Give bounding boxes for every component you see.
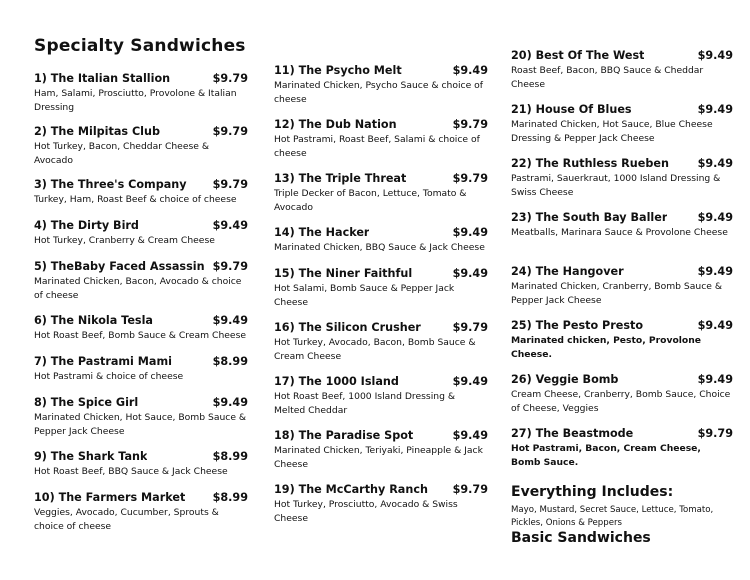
menu-item <box>274 482 488 525</box>
menu-item-name: 23) The South Bay Baller <box>511 211 668 224</box>
menu-item-description: Veggies, Avocado, Cucumber, Sprouts & choice of cheese <box>34 507 219 532</box>
menu-item-header <box>274 63 488 78</box>
menu-item-header <box>511 318 733 333</box>
menu-item-header <box>511 264 733 279</box>
menu-item-name: 13) The Triple Threat <box>274 172 407 185</box>
menu-item-name: 10) The Farmers Market <box>34 491 186 504</box>
menu-item-header <box>274 171 488 186</box>
menu-item-description: Hot Salami, Bomb Sauce & Pepper Jack Cheese <box>274 283 455 308</box>
menu-item-header <box>274 428 488 443</box>
menu-item-description: Marinated chicken, Pesto, Provolone Cheese. <box>511 335 702 360</box>
menu-item-name: 4) The Dirty Bird <box>34 219 139 232</box>
menu-item-name: 18) The Paradise Spot <box>274 429 414 442</box>
menu-item-header <box>511 372 733 387</box>
menu-item-name: 12) The Dub Nation <box>274 118 397 131</box>
menu-item-price: $8.99 <box>212 491 248 504</box>
menu-item <box>274 320 488 363</box>
menu-item <box>34 177 248 207</box>
menu-item-price: $9.49 <box>697 319 733 332</box>
menu-item-price: $9.49 <box>452 429 488 442</box>
menu-item-price: $9.79 <box>212 125 248 138</box>
menu-item-name: 25) The Pesto Presto <box>511 319 644 332</box>
menu-item <box>511 372 733 415</box>
menu-item-header <box>274 482 488 497</box>
menu-item-description: Hot Pastrami, Bacon, Cream Cheese, Bomb Sauce. <box>511 443 701 468</box>
menu-item-price: $9.79 <box>452 321 488 334</box>
menu-item <box>511 318 733 361</box>
menu-item-price: $9.49 <box>697 373 733 386</box>
menu-item-price: $9.79 <box>212 260 248 273</box>
menu-item <box>274 225 488 255</box>
menu-item <box>34 449 248 479</box>
menu-item-name: 6) The Nikola Tesla <box>34 314 153 327</box>
menu-item <box>34 71 248 114</box>
menu-item-price: $9.79 <box>697 427 733 440</box>
menu-item-name: 9) The Shark Tank <box>34 450 148 463</box>
menu-item-price: $9.49 <box>452 375 488 388</box>
menu-item-header <box>34 71 248 86</box>
menu-item-description: Triple Decker of Bacon, Lettuce, Tomato & Avocado <box>274 188 467 213</box>
menu-item-price: $9.49 <box>212 396 248 409</box>
menu-item <box>274 428 488 471</box>
menu-item <box>511 48 733 91</box>
menu-item-header <box>34 313 248 328</box>
menu-item-header <box>511 48 733 63</box>
menu-item-name: 7) The Pastrami Mami <box>34 355 172 368</box>
menu-item-price: $9.49 <box>452 64 488 77</box>
menu-item-name: 3) The Three's Company <box>34 178 187 191</box>
menu-item <box>34 313 248 343</box>
menu-item-name: 17) The 1000 Island <box>274 375 399 388</box>
menu-item-price: $9.49 <box>452 267 488 280</box>
menu-item-description: Roast Beef, Bacon, BBQ Sauce & Cheddar Cheese <box>511 65 704 90</box>
menu-item-header <box>274 320 488 335</box>
menu-item <box>34 259 248 302</box>
menu-item-header <box>34 177 248 192</box>
menu-item-name: 1) The Italian Stallion <box>34 72 171 85</box>
menu-item-description: Marinated Chicken, Hot Sauce, Blue Cheese Dressing & Pepper Jack Cheese <box>511 119 713 144</box>
menu-item-name: 8) The Spice Girl <box>34 396 139 409</box>
menu-item-header <box>34 259 248 274</box>
menu-item <box>274 171 488 214</box>
menu-item <box>34 354 248 384</box>
menu-item-name: 20) Best Of The West <box>511 49 645 62</box>
menu-item-description: Turkey, Ham, Roast Beef & choice of cheese <box>34 194 237 205</box>
menu-item <box>34 395 248 438</box>
menu-item-description: Hot Turkey, Cranberry & Cream Cheese <box>34 235 215 246</box>
includes-text: Mayo, Mustard, Secret Sauce, Lettuce, Tomato, Pickles, Onions & Peppers <box>511 505 714 528</box>
basic-sandwiches-heading: Basic Sandwiches <box>511 530 651 546</box>
menu-item-description: Marinated Chicken, Psycho Sauce & choice of cheese <box>274 80 484 105</box>
menu-item-price: $9.49 <box>697 157 733 170</box>
menu-item-price: $9.79 <box>212 72 248 85</box>
menu-item-price: $9.49 <box>697 265 733 278</box>
menu-item <box>34 490 248 533</box>
menu-item <box>34 124 248 167</box>
menu-item-description: Cream Cheese, Cranberry, Bomb Sauce, Choice of Cheese, Veggies <box>511 389 731 414</box>
menu-item-description: Hot Roast Beef, 1000 Island Dressing & Melted Cheddar <box>274 391 455 416</box>
menu-item-name: 21) House Of Blues <box>511 103 632 116</box>
menu-item-description: Hot Pastrami & choice of cheese <box>34 371 184 382</box>
menu-item-price: $9.79 <box>452 118 488 131</box>
menu-item-price: $9.79 <box>452 483 488 496</box>
includes-heading: Everything Includes: <box>511 484 674 500</box>
menu-item-price: $9.49 <box>212 219 248 232</box>
menu-item-header <box>274 225 488 240</box>
menu-item-description: Hot Roast Beef, Bomb Sauce & Cream Cheese <box>34 330 247 341</box>
menu-item-header <box>34 354 248 369</box>
menu-item-name: 16) The Silicon Crusher <box>274 321 421 334</box>
menu-item <box>511 264 733 307</box>
menu-item-header <box>274 266 488 281</box>
menu-item-header <box>34 218 248 233</box>
menu-item-name: 24) The Hangover <box>511 265 624 278</box>
menu-item-header <box>511 102 733 117</box>
menu-item-name: 15) The Niner Faithful <box>274 267 413 280</box>
menu-item-name: 5) TheBaby Faced Assassin <box>34 260 205 273</box>
menu-item <box>274 374 488 417</box>
menu-item <box>511 426 733 469</box>
menu-item-header <box>34 395 248 410</box>
menu-item <box>511 210 733 240</box>
menu-item-price: $9.79 <box>452 172 488 185</box>
menu-item <box>511 102 733 145</box>
menu-item-price: $9.49 <box>697 103 733 116</box>
menu-item-price: $8.99 <box>212 450 248 463</box>
menu-item <box>274 63 488 106</box>
menu-item-description: Marinated Chicken, BBQ Sauce & Jack Cheese <box>274 242 485 253</box>
menu-item-description: Hot Turkey, Bacon, Cheddar Cheese & Avocado <box>34 141 210 166</box>
menu-item-description: Hot Turkey, Avocado, Bacon, Bomb Sauce & Cream Cheese <box>274 337 476 362</box>
menu-item-name: 11) The Psycho Melt <box>274 64 402 77</box>
menu-item-description: Marinated Chicken, Hot Sauce, Bomb Sauce & Pepper Jack Cheese <box>34 412 247 437</box>
page-title: Specialty Sandwiches <box>34 36 246 56</box>
menu-item-description: Pastrami, Sauerkraut, 1000 Island Dressing & Swiss Cheese <box>511 173 721 198</box>
menu-item-description: Ham, Salami, Prosciutto, Provolone & Italian Dressing <box>34 88 237 113</box>
menu-item-name: 22) The Ruthless Rueben <box>511 157 669 170</box>
menu-item-price: $9.79 <box>212 178 248 191</box>
menu-item-name: 2) The Milpitas Club <box>34 125 160 138</box>
menu-item <box>274 117 488 160</box>
menu-item <box>511 156 733 199</box>
menu-item-price: $9.49 <box>452 226 488 239</box>
menu-item-header <box>274 374 488 389</box>
menu-item-name: 26) Veggie Bomb <box>511 373 619 386</box>
menu-item-header <box>34 124 248 139</box>
menu-item-header <box>274 117 488 132</box>
menu-item-description: Marinated Chicken, Teriyaki, Pineapple & Jack Cheese <box>274 445 483 470</box>
menu-item-price: $8.99 <box>212 355 248 368</box>
menu-item-price: $9.49 <box>697 211 733 224</box>
menu-item-description: Hot Turkey, Prosciutto, Avocado & Swiss Cheese <box>274 499 458 524</box>
menu-item-name: 14) The Hacker <box>274 226 370 239</box>
menu-item-header <box>511 210 733 225</box>
menu-item-name: 19) The McCarthy Ranch <box>274 483 428 496</box>
menu-item-price: $9.49 <box>212 314 248 327</box>
menu-item-name: 27) The Beastmode <box>511 427 634 440</box>
menu-item-header <box>511 426 733 441</box>
menu-item-description: Marinated Chicken, Cranberry, Bomb Sauce & Pepper Jack Cheese <box>511 281 722 306</box>
menu-item-description: Hot Roast Beef, BBQ Sauce & Jack Cheese <box>34 466 228 477</box>
menu-item-description: Marinated Chicken, Bacon, Avocado & choice of cheese <box>34 276 242 301</box>
menu-item-description: Meatballs, Marinara Sauce & Provolone Cheese <box>511 227 728 238</box>
menu-item-price: $9.49 <box>697 49 733 62</box>
menu-item-description: Hot Pastrami, Roast Beef, Salami & choice of cheese <box>274 134 480 159</box>
menu-item-header <box>511 156 733 171</box>
menu-item-header <box>34 490 248 505</box>
menu-item <box>274 266 488 309</box>
menu-item-header <box>34 449 248 464</box>
menu-item <box>34 218 248 248</box>
